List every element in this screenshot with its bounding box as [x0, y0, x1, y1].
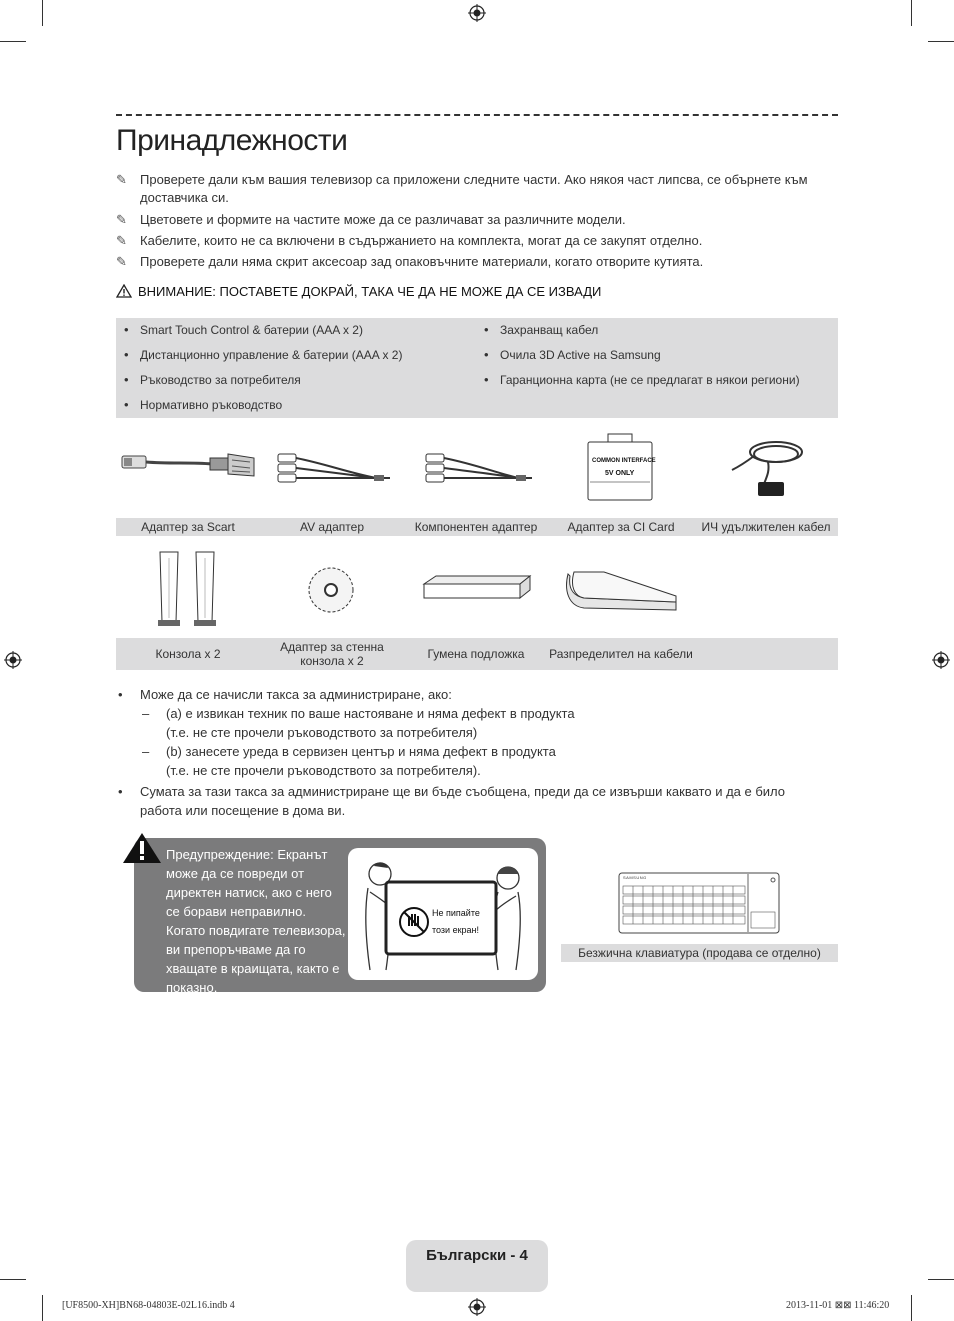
wireless-keyboard-image — [618, 872, 780, 934]
list-item: • Дистанционно управление & батерии (AAA x 2) — [140, 348, 402, 362]
crop-mark — [928, 1279, 954, 1280]
pencil-note-icon: ✎ — [116, 233, 127, 248]
accessory-label: ИЧ удължителен кабел — [701, 520, 831, 534]
component-adapter-image — [424, 450, 534, 486]
accessory-label: Адаптер за стенна конзола x 2 — [280, 640, 384, 668]
crop-mark — [42, 1295, 43, 1321]
wall-mount-adapter-image — [306, 565, 356, 615]
accessory-label: Гумена подложка — [427, 647, 525, 661]
cable-manager-image — [564, 566, 680, 616]
accessory-label: Разпределител на кабели — [549, 647, 693, 661]
list-item: (т.е. не сте прочели ръководството за потребителя). — [166, 763, 481, 778]
registration-mark-icon — [4, 651, 22, 669]
sign-text: този екран! — [432, 925, 480, 935]
crop-mark — [928, 41, 954, 42]
list-item: – (b) занесете уреда в сервизен център и няма дефект в продукта — [142, 744, 556, 759]
imprint-right: 2013-11-01 ⊠⊠ 11:46:20 — [786, 1300, 890, 1311]
list-item: • Гаранционна карта (не се предлагат в някои региони) — [500, 373, 800, 387]
note-item: ✎ Кабелите, които не са включени в съдържанието на комплекта, могат да се закупят отделно. — [116, 233, 703, 248]
av-adapter-image — [276, 450, 392, 486]
list-item: • Захранващ кабел — [500, 323, 598, 337]
accessory-label: Адаптер за Scart — [141, 520, 235, 534]
ir-extender-cable-image — [728, 434, 806, 504]
warning-line: ВНИМАНИЕ: ПОСТАВЕТЕ ДОКРАЙ, ТАКА ЧЕ ДА НЕ МОЖЕ ДА СЕ ИЗВАДИ — [116, 284, 601, 299]
section-divider — [116, 114, 838, 116]
crop-mark — [911, 0, 912, 26]
imprint-left: [UF8500-XH]BN68-04803E-02L16.indb 4 — [62, 1300, 235, 1311]
rubber-pad-image — [422, 574, 532, 602]
ci-card-adapter-image — [584, 432, 656, 504]
note-item: ✎ Цветовете и формите на частите може да се различават за различните модели. — [116, 212, 626, 227]
accessory-label: Конзола x 2 — [155, 647, 221, 661]
list-item: • Нормативно ръководство — [140, 398, 282, 412]
caution-text: Предупреждение: Екранът може да се повреди от директен натиск, ако с него се борави неправилно. Когато повдигате телевизора, ви препоръчваме да го хващате в краищата, както е показно. — [166, 847, 346, 995]
pencil-note-icon: ✎ — [116, 254, 127, 269]
caution-triangle-icon — [122, 832, 162, 864]
pencil-note-icon: ✎ — [116, 172, 127, 187]
list-item: • Сумата за тази такса за администриране ще ви бъде съобщена, преди да се извърши каквато и да е било работа или посещение в дома ви. — [118, 784, 786, 818]
page-number: Български - 4 — [426, 1247, 528, 1264]
crop-mark — [0, 1279, 26, 1280]
accessory-label: Адаптер за CI Card — [567, 520, 675, 534]
note-item: ✎ Проверете дали към вашия телевизор са приложени следните части. Ако някоя част липсва, се обърнете към доставчика си. — [116, 172, 808, 205]
sign-text: Не пипайте — [432, 908, 480, 918]
registration-mark-icon — [468, 1298, 486, 1316]
warning-triangle-icon — [116, 284, 132, 298]
keyboard-brand: SAMSUNG — [623, 875, 647, 880]
list-item: – (a) е извикан техник по ваше настояване и няма дефект в продукта — [142, 706, 575, 721]
scart-adapter-image — [120, 444, 256, 484]
list-item: • Smart Touch Control & батерии (AAA x 2) — [140, 323, 363, 337]
crop-mark — [0, 41, 26, 42]
ci-card-label: COMMON INTERFACE — [592, 458, 656, 464]
note-item: ✎ Проверете дали няма скрит аксесоар зад опаковъчните материали, когато отворите кутията. — [116, 254, 704, 269]
page-title: Принадлежности — [116, 124, 348, 157]
registration-mark-icon — [468, 4, 486, 22]
pencil-note-icon: ✎ — [116, 212, 127, 227]
list-item: (т.е. не сте прочели ръководството за потребителя) — [166, 725, 478, 740]
list-item: • Може да се начисли такса за администриране, ако: — [118, 687, 452, 702]
accessory-label: AV адаптер — [299, 520, 364, 534]
accessory-label: Компонентен адаптер — [414, 520, 538, 534]
stand-bracket-image — [150, 548, 224, 630]
keyboard-caption: Безжична клавиатура (продава се отделно) — [578, 946, 821, 960]
crop-mark — [42, 0, 43, 26]
list-item: • Ръководство за потребителя — [140, 373, 301, 387]
list-item: • Очила 3D Active на Samsung — [500, 348, 661, 362]
registration-mark-icon — [932, 651, 950, 669]
ci-card-label: 5V ONLY — [605, 470, 635, 477]
crop-mark — [911, 1295, 912, 1321]
